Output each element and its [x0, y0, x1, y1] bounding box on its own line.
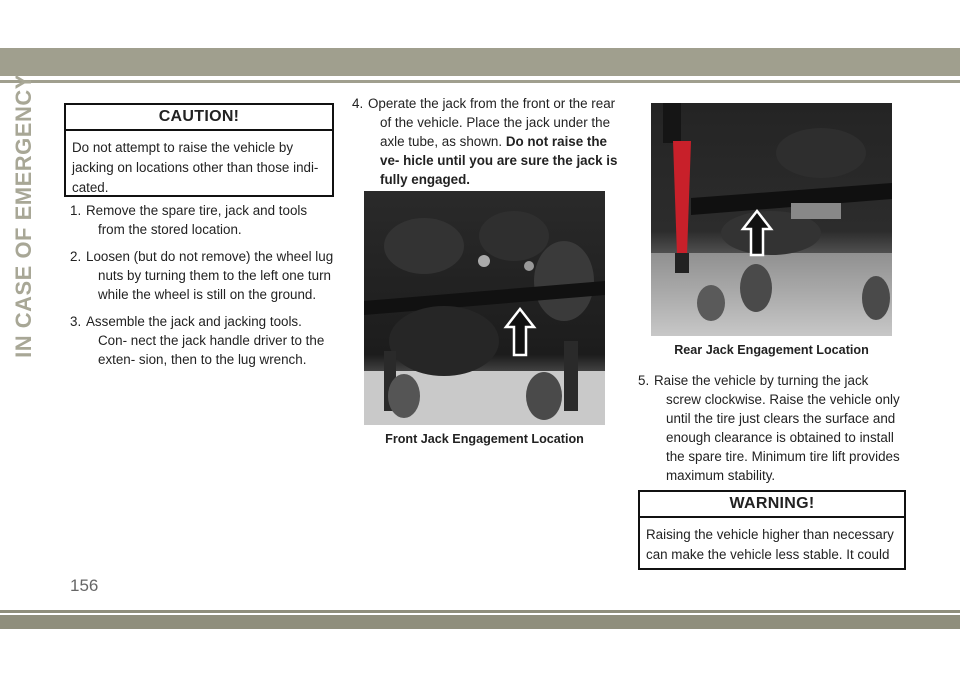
caution-title: CAUTION! — [66, 105, 332, 131]
caution-box — [64, 103, 334, 197]
rear-photo-caption: Rear Jack Engagement Location — [674, 343, 869, 357]
step-4-text: Operate the jack from the front or the rear of the vehicle. Place the jack under the axle tube, as shown. — [368, 96, 616, 149]
step-2 — [64, 247, 334, 304]
step-number: 2. — [70, 249, 82, 264]
footer-rule — [0, 610, 960, 613]
step-number: 3. — [70, 314, 82, 329]
rear-jack-photo — [651, 103, 892, 336]
page-number: 156 — [70, 576, 99, 595]
section-tab-label: IN CASE OF EMERGENCY — [11, 74, 36, 358]
step-text: Remove the spare tire, jack and tools from the stored location. — [86, 203, 308, 237]
steps-list-3 — [632, 371, 906, 493]
step-number: 1. — [70, 203, 82, 218]
steps-list-1 — [64, 201, 334, 377]
step-4-warning-text: Do not raise the ve- hicle until you are sure the jack is fully engaged. — [380, 134, 618, 187]
step-number: 5. — [638, 373, 650, 388]
header-rule — [0, 80, 960, 83]
step-text: Loosen (but do not remove) the wheel lug nuts by turning them to the left one turn while the wheel is still on the ground. — [86, 249, 334, 302]
step-number: 4. — [352, 96, 364, 111]
step-text: Assemble the jack and jacking tools. Con- nect the jack handle driver to the exten- sion, then to the lug wrench. — [86, 314, 325, 367]
warning-box — [638, 490, 906, 570]
step-text: Raise the vehicle by turning the jack screw clockwise. Raise the vehicle only until the tire just clears the surface and enough clearance is obtained to install the spare tire. Minimum tire lift provides maximum stability. — [654, 373, 900, 483]
warning-body: Raising the vehicle higher than necessary can make the vehicle less stable. It could — [646, 527, 894, 562]
step-1 — [64, 201, 334, 239]
warning-title: WARNING! — [640, 492, 904, 518]
section-tab — [0, 74, 48, 358]
front-undercarriage-illustration — [364, 191, 605, 425]
step-text — [368, 94, 620, 189]
step-4 — [346, 94, 620, 189]
header-band — [0, 48, 960, 76]
rear-undercarriage-illustration — [651, 103, 892, 336]
front-jack-photo — [364, 191, 605, 425]
step-5 — [632, 371, 906, 485]
footer-band — [0, 615, 960, 629]
caution-body: Do not attempt to raise the vehicle by jacking on locations other than those indi- cated. — [72, 140, 319, 195]
step-3 — [64, 312, 334, 369]
front-photo-caption: Front Jack Engagement Location — [385, 432, 584, 446]
steps-list-2 — [346, 94, 620, 197]
